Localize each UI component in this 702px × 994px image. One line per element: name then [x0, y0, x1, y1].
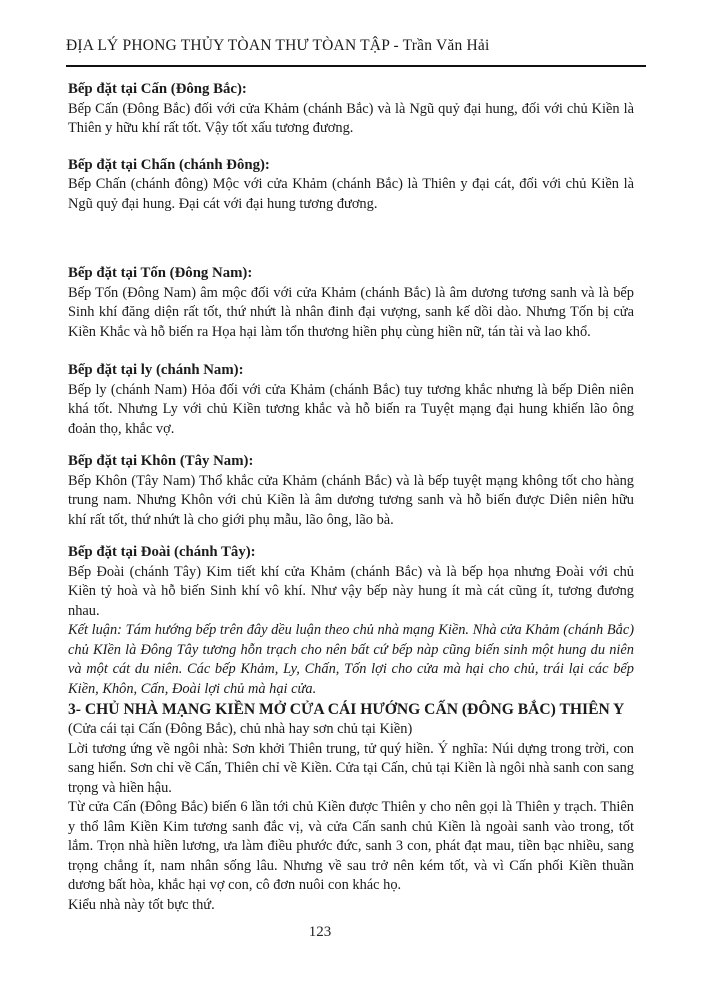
chapter-subtitle: (Cửa cái tại Cấn (Đông Bắc), chủ nhà hay sơn chủ tại Kiền)	[68, 721, 413, 737]
section-bep-ly	[68, 361, 634, 439]
section-heading: Bếp đặt tại Đoài (chánh Tây):	[68, 544, 256, 560]
section-body: Bếp Khôn (Tây Nam) Thổ khắc cửa Khảm (chánh Bắc) và là bếp tuyệt mạng không tốt cho hàng trung nam. Nhưng Khôn với chủ Kiền là âm dương tương sanh và hỗ biến được Diên niên hữu khí rất tốt, thứ nhứt là cho giới phụ mẫu, lão ông, lão bà.	[68, 472, 634, 528]
section-bep-can	[68, 80, 634, 139]
page-number: 123	[308, 924, 332, 940]
section-bep-khon	[68, 452, 634, 530]
section-body: Bếp Cấn (Đông Bắc) đối với cửa Khảm (chánh Bắc) và là Ngũ quỷ đại hung, đối với chủ Kiền là Thiên y hữu khí rất tốt. Vậy tốt xấu tương đương.	[68, 100, 634, 136]
section-body: Bếp ly (chánh Nam) Hỏa đối với cửa Khảm (chánh Bắc) tuy tương khắc nhưng là bếp Diên niên khá tốt. Nhưng Ly với chủ Kiền tương khắc và hỗ biến ra Tuyệt mạng đại hung khiến lão ông đoản thọ, khắc vợ.	[68, 381, 634, 437]
conclusion-paragraph: Kết luận: Tám hướng bếp trên đây dều luận theo chủ nhà mạng Kiền. Nhà cửa Khảm (chánh Bắc) chủ KIền là Đông Tây tương hỗn trạch cho nên bất cứ bếp nàp cũng biến sinh một hung du niên và một cát du niên. Các bếp Khảm, Ly, Chấn, Tốn lợi cho cửa mà hại cho chủ, trái lại các bếp Kiền, Khôn, Cấn, Đoài lợi chủ mà hại cửa.	[68, 622, 634, 697]
section-heading: Bếp đặt tại Cấn (Đông Bắc):	[68, 81, 247, 97]
section-heading: Bếp đặt tại Tốn (Đông Nam):	[68, 265, 253, 281]
page-header	[66, 36, 646, 67]
section-body: Bếp Tốn (Đông Nam) âm mộc đối với cửa Khảm (chánh Bắc) là âm dương tương sanh và là bếp Sinh khí đăng diện rất tốt, thứ nhứt là nhân đinh đại vượng, sanh kế dồi dào. Nhưng Tốn bị cửa Kiền Khắc và hỗ biến ra Họa hại làm tổn thương hiền phụ cùng hiền nữ, tán tài và lao khổ.	[68, 284, 634, 340]
chapter-paragraph: Từ cửa Cấn (Đông Bắc) biến 6 lần tới chủ Kiền được Thiên y cho nên gọi là Thiên y trạch. Thiên y thổ lâm Kiền Kim tương sanh đắc vị, và cửa Cấn sanh chủ Kiền là ngoài sanh vào trong, tốt lắm. Trọn nhà hiền lương, ưa làm điều phước đức, sanh 3 con, phát đạt mau, tiền bạc nhiều, sang trọng chẳng ít, nam nhân sống lâu. Nhưng về sau trở nên kém tốt, và vì Cấn phối Kiền thuần dương bất hòa, khắc hại vợ con, cô đơn nuôi con khác họ.	[68, 799, 634, 893]
section-heading: Bếp đặt tại Khôn (Tây Nam):	[68, 453, 254, 469]
chapter-paragraph: Lời tương ứng về ngôi nhà: Sơn khởi Thiên trung, tử quý hiền. Ý nghĩa: Núi dựng trong trời, con sang hiển. Sơn chỉ về Cấn, Thiên chỉ về Kiền. Cửa tại Cấn, chủ tại Kiền là ngôi nhà sanh con sang trọng và hiền hậu.	[68, 740, 634, 796]
page-content	[68, 80, 634, 915]
section-heading: Bếp đặt tại Chấn (chánh Đông):	[68, 156, 270, 173]
section-body: Bếp Chấn (chánh đông) Mộc với cửa Khảm (chánh Bắc) là Thiên y đại cát, đối với chủ Kiền là Ngũ quỷ đại hung. Đại cát với đại hung tương đương.	[68, 176, 634, 212]
book-title: ĐỊA LÝ PHONG THỦY TÒAN THƯ TÒAN TẬP - Trần Văn Hải	[66, 37, 490, 54]
section-bep-ton	[68, 264, 634, 342]
chapter-paragraph: Kiểu nhà này tốt bực thứ.	[68, 896, 215, 913]
section-heading: Bếp đặt tại ly (chánh Nam):	[68, 362, 244, 378]
chapter-heading: 3- CHỦ NHÀ MẠNG KIỀN MỞ CỬA CÁI HƯỚNG CẤN (ĐÔNG BẮC) THIÊN Y	[68, 701, 625, 718]
section-bep-doai	[68, 543, 634, 621]
section-body: Bếp Đoài (chánh Tây) Kim tiết khí cửa Khảm (chánh Bắc) và là bếp họa nhưng Đoài với chủ Kiền tỷ hoà và hỗ biến Sinh khí vô khí. Như vậy bếp này hung ít mà cát cũng ít, tương đương nhau.	[68, 563, 634, 619]
section-bep-chan	[68, 156, 634, 215]
